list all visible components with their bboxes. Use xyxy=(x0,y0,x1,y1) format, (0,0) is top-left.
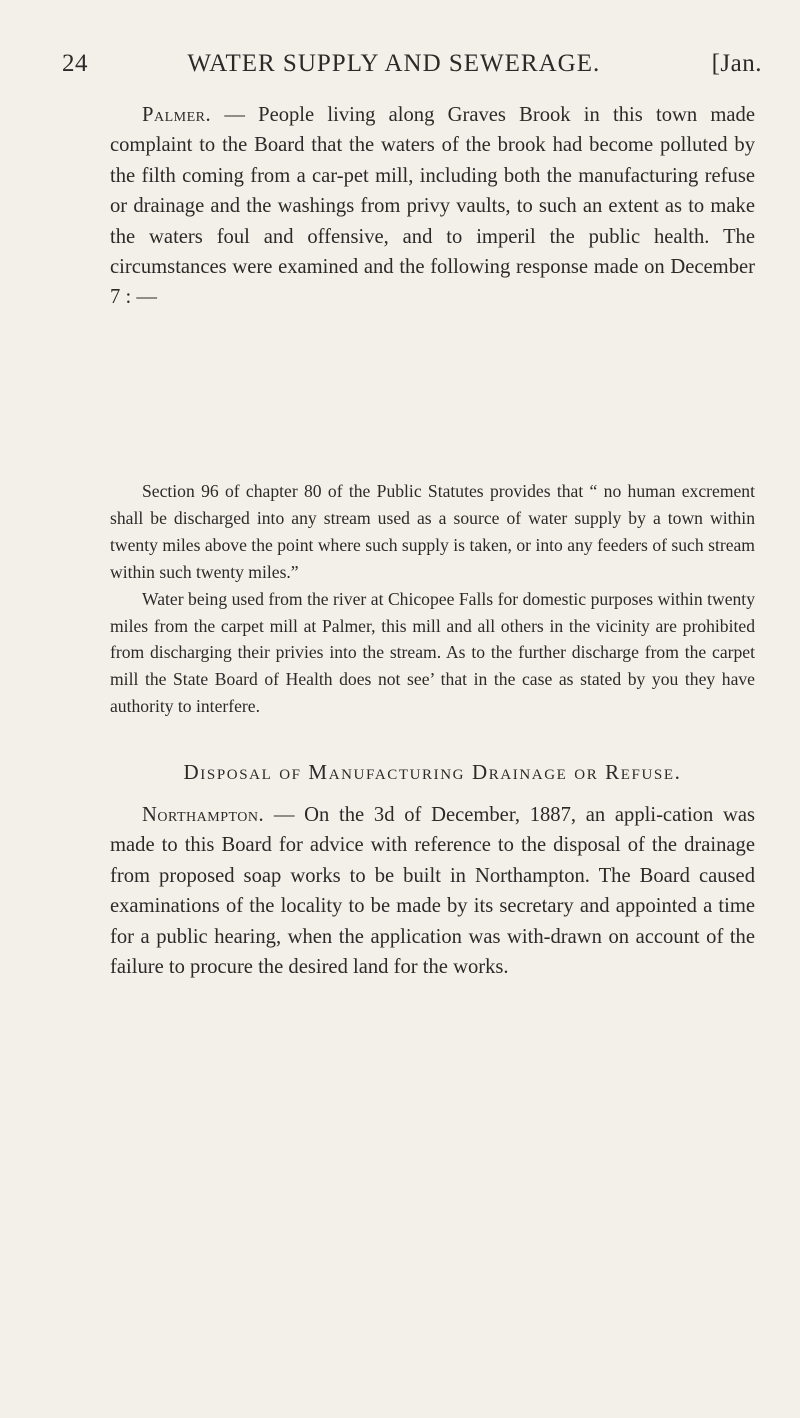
northampton-intro xyxy=(110,800,755,982)
running-date: [Jan. xyxy=(711,50,762,77)
northampton-paragraph xyxy=(110,800,755,982)
running-title: WATER SUPPLY AND SEWERAGE. xyxy=(187,50,601,77)
palmer-lead: Palmer. xyxy=(142,104,212,126)
palmer-intro xyxy=(110,100,755,313)
board-reply xyxy=(110,478,755,720)
running-head xyxy=(62,50,762,78)
palmer-paragraph xyxy=(110,100,755,313)
reply-paragraph-1: Section 96 of chapter 80 of the Public Statutes provides that “ no human excrement shall be discharged into any stream used as a source of water supply by a town within twenty miles above the point where such supply is taken, or into any feeders of such stream within such twenty miles.” xyxy=(110,481,755,582)
section-heading: Disposal of Manufacturing Drainage or Refuse. xyxy=(183,760,682,784)
reply-paragraph-2: Water being used from the river at Chicopee Falls for domestic purposes within twenty miles from the carpet mill at Palmer, this mill and all others in the vicinity are prohibited from discharging their privies into the stream. As to the further discharge from the carpet mill the State Board of Health does not see’ that in the case as stated by you they have authority to interfere. xyxy=(110,588,755,717)
palmer-text: — People living along Graves Brook in this town made complaint to the Board that the waters of the brook had become polluted by the filth coming from a car-pet mill, including both the manufacturing refuse or drainage and the washings from privy vaults, to such an extent as to make the waters foul and offensive, and to imperil the public health. The circumstances were examined and the following response made on December 7 : — xyxy=(110,104,755,309)
page-number: 24 xyxy=(62,50,88,77)
northampton-text: — On the 3d of December, 1887, an appli-cation was made to this Board for advice with reference to the disposal of the drainage from proposed soap works to be built in Northampton. The Board caused examinations of the locality to be made by its secretary and appointed a time for a public hearing, when the application was with-drawn on account of the failure to procure the desired land for the works. xyxy=(110,804,755,979)
northampton-lead: Northampton. xyxy=(142,804,265,826)
